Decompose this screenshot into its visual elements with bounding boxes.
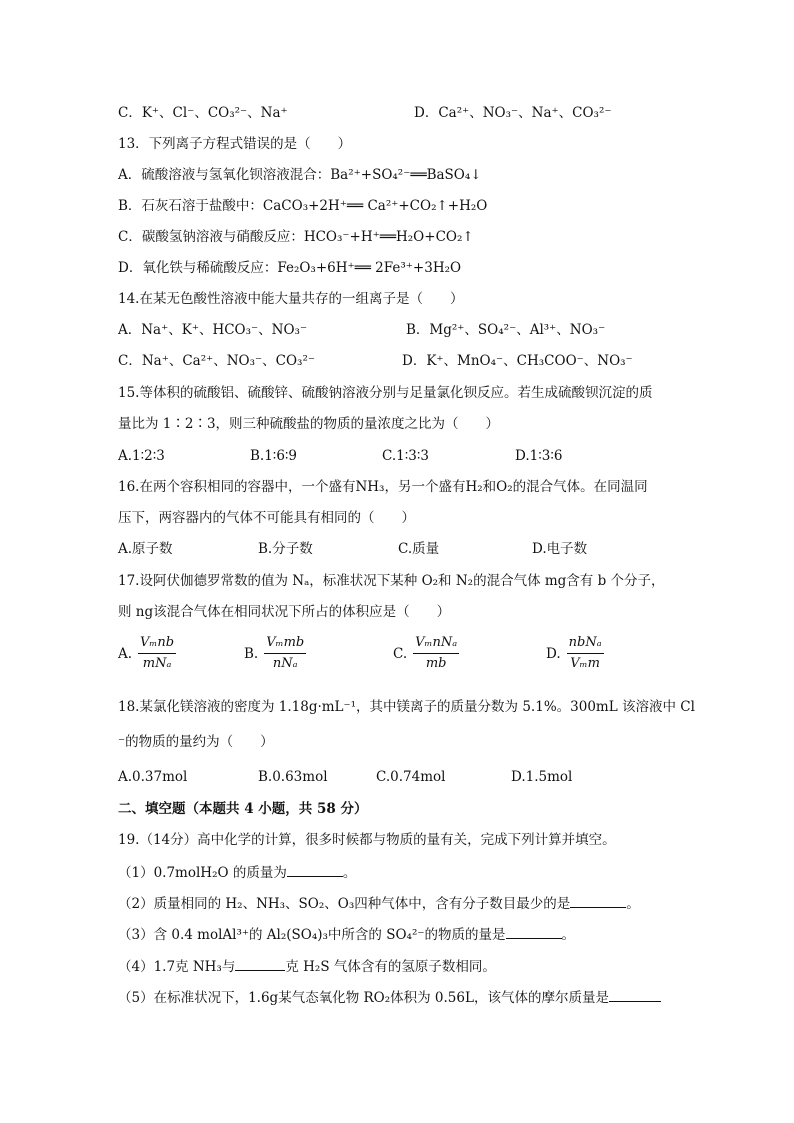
q19-part-5-answer-blank[interactable] xyxy=(609,987,661,1002)
q18-option-b: B.0.63mol xyxy=(258,769,328,785)
q19-part-1-end: 。 xyxy=(342,865,357,881)
q16-stem-line2: 压下，两容器内的气体不可能具有相同的（ ） xyxy=(118,510,415,526)
q17-option-a-numerator: Vₘnb xyxy=(138,634,176,654)
q17-option-c-numerator: VₘnNₐ xyxy=(413,634,459,654)
q17-option-a-denominator: mNₐ xyxy=(142,656,172,671)
q13-option-a: A．硫酸溶液与氢氧化钡溶液混合：Ba²⁺+SO₄²⁻══BaSO₄↓ xyxy=(118,167,482,183)
q16-option-d: D.电子数 xyxy=(532,541,588,557)
q19-part-1-text: （1）0.7molH₂O 的质量为 xyxy=(118,865,287,881)
q19-part-4-text: （4）1.7克 NH₃与 xyxy=(118,959,236,975)
q15-option-b: B.1∶6∶9 xyxy=(250,448,298,464)
q17-option-a-fraction xyxy=(138,634,176,673)
q12-option-c: C．K⁺、Cl⁻、CO₃²⁻、Na⁺ xyxy=(118,105,288,121)
q19-part-2-text: （2）质量相同的 H₂、NH₃、SO₂、O₃四种气体中，含有分子数目最少的是 xyxy=(118,896,571,912)
q18-stem-line1: 18.某氯化镁溶液的密度为 1.18g·mL⁻¹，其中镁离子的质量分数为 5.1%。300mL 该溶液中 Cl xyxy=(118,699,695,715)
q15-option-c: C.1∶3∶3 xyxy=(382,448,429,464)
q19-part-1-answer-blank[interactable] xyxy=(287,862,343,877)
q15-option-a: A.1∶2∶3 xyxy=(118,448,165,464)
q13-option-d: D．氧化铁与稀硫酸反应：Fe₂O₃+6H⁺══ 2Fe³⁺+3H₂O xyxy=(118,260,462,276)
q19-part-3-end: 。 xyxy=(561,927,575,943)
q18-option-c: C.0.74mol xyxy=(376,769,446,785)
q19-part-5 xyxy=(118,987,661,1007)
q17-option-b-fraction xyxy=(264,634,306,673)
q18-option-a: A.0.37mol xyxy=(118,769,188,785)
q17-option-c-letter: C. xyxy=(393,645,408,662)
q15-option-d: D.1∶3∶6 xyxy=(515,448,563,464)
q17-option-c xyxy=(393,634,459,673)
q17-option-b-numerator: Vₘmb xyxy=(264,634,306,654)
q14-option-d: D．K⁺、MnO₄⁻、CH₃COO⁻、NO₃⁻ xyxy=(402,353,633,369)
q19-part-4-answer-blank[interactable] xyxy=(235,956,285,971)
q17-stem-line2: 则 ng该混合气体在相同状况下所占的体积应是（ ） xyxy=(118,604,451,620)
q19-stem: 19.（14分）高中化学的计算，很多时候都与物质的量有关，完成下列计算并填空。 xyxy=(118,832,616,848)
q17-option-d-denominator: Vₘm xyxy=(570,656,600,671)
q17-option-d-numerator: nbNₐ xyxy=(567,634,604,654)
q18-stem-line2: ⁻的物质的量约为（ ） xyxy=(118,734,274,750)
q15-stem-line2: 量比为 1∶2∶3，则三种硫酸盐的物质的量浓度之比为（ ） xyxy=(118,416,500,432)
q14-option-a: A．Na⁺、K⁺、HCO₃⁻、NO₃⁻ xyxy=(118,322,308,338)
q14-option-b: B．Mg²⁺、SO₄²⁻、Al³⁺、NO₃⁻ xyxy=(406,322,606,338)
q19-part-3 xyxy=(118,924,575,944)
q19-part-2-answer-blank[interactable] xyxy=(570,893,626,908)
q19-part-4-end: 克 H₂S 气体含有的氢原子数相同。 xyxy=(285,959,496,975)
q19-part-4 xyxy=(118,956,496,976)
q15-stem-line1: 15.等体积的硫酸铝、硫酸锌、硫酸钠溶液分别与足量氯化钡反应。若生成硫酸钡沉淀的质 xyxy=(118,385,653,401)
q12-option-d: D．Ca²⁺、NO₃⁻、Na⁺、CO₃²⁻ xyxy=(414,105,612,121)
q17-option-b xyxy=(244,634,306,673)
q17-option-a-letter: A. xyxy=(118,645,133,662)
q17-option-b-letter: B. xyxy=(244,645,259,662)
q14-option-c: C．Na⁺、Ca²⁺、NO₃⁻、CO₃²⁻ xyxy=(118,353,315,369)
q19-part-2 xyxy=(118,893,640,913)
q19-part-1 xyxy=(118,862,356,882)
q19-part-2-end: 。 xyxy=(626,896,640,912)
q18-option-d: D.1.5mol xyxy=(511,769,573,785)
q16-option-c: C.质量 xyxy=(398,541,440,557)
section-2-title: 二、填空题（本题共 4 小题，共 58 分） xyxy=(118,801,368,817)
q19-part-5-text: （5）在标准状况下，1.6g某气态氧化物 RO₂体积为 0.56L，该气体的摩尔质量是 xyxy=(118,990,609,1006)
q16-option-b: B.分子数 xyxy=(258,541,313,557)
q13-stem: 13．下列离子方程式错误的是（ ） xyxy=(118,136,352,152)
q17-option-d-fraction xyxy=(567,634,604,673)
q14-stem: 14.在某无色酸性溶液中能大量共存的一组离子是（ ） xyxy=(118,291,464,307)
q17-stem-line1: 17.设阿伏伽德罗常数的值为 Nₐ，标准状况下某种 O₂和 N₂的混合气体 mg含有 b 个分子， xyxy=(118,573,665,589)
q17-option-d xyxy=(546,634,604,673)
q17-option-d-letter: D. xyxy=(546,645,561,662)
q17-option-c-fraction xyxy=(413,634,459,673)
q13-option-c: C．碳酸氢钠溶液与硝酸反应：HCO₃⁻+H⁺══H₂O+CO₂↑ xyxy=(118,229,474,245)
q17-option-a xyxy=(118,634,176,673)
q16-option-a: A.原子数 xyxy=(118,541,173,557)
q17-option-b-denominator: nNₐ xyxy=(272,656,298,671)
q19-part-3-answer-blank[interactable] xyxy=(506,924,562,939)
q13-option-b: B．石灰石溶于盐酸中：CaCO₃+2H⁺══ Ca²⁺+CO₂↑+H₂O xyxy=(118,198,488,214)
q16-stem-line1: 16.在两个容积相同的容器中，一个盛有NH₃，另一个盛有H₂和O₂的混合气体。在同温同 xyxy=(118,479,648,495)
q19-part-3-text: （3）含 0.4 molAl³⁺的 Al₂(SO₄)₃中所含的 SO₄²⁻的物质的量是 xyxy=(118,927,506,943)
q17-option-c-denominator: mb xyxy=(425,656,447,671)
